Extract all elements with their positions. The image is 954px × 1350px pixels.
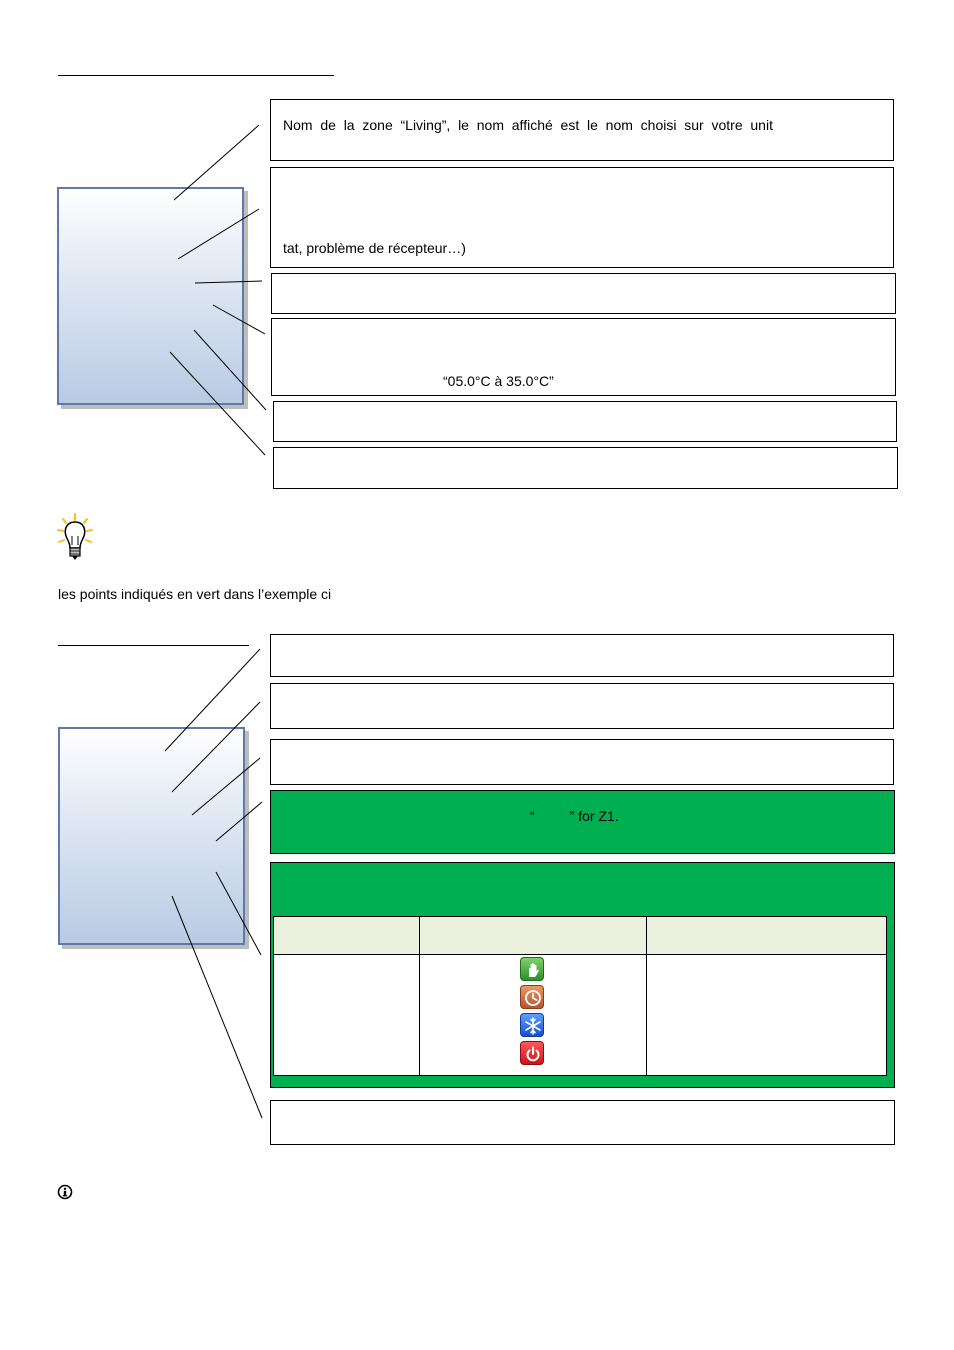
callout-zone-note-text: “ ” for Z1. [530,808,619,824]
info-icon [57,1184,73,1200]
callout-setpoint-range-text: “05.0°C à 35.0°C” [443,373,554,389]
tip-text: les points indiqués en vert dans l’exemple ci [58,586,332,602]
callout-zone-name-text: Nom de la zone “Living”, le nom affiché est le nom choisi sur votre unit [283,117,773,133]
callout-status-text: tat, problème de récepteur…) [283,240,466,256]
